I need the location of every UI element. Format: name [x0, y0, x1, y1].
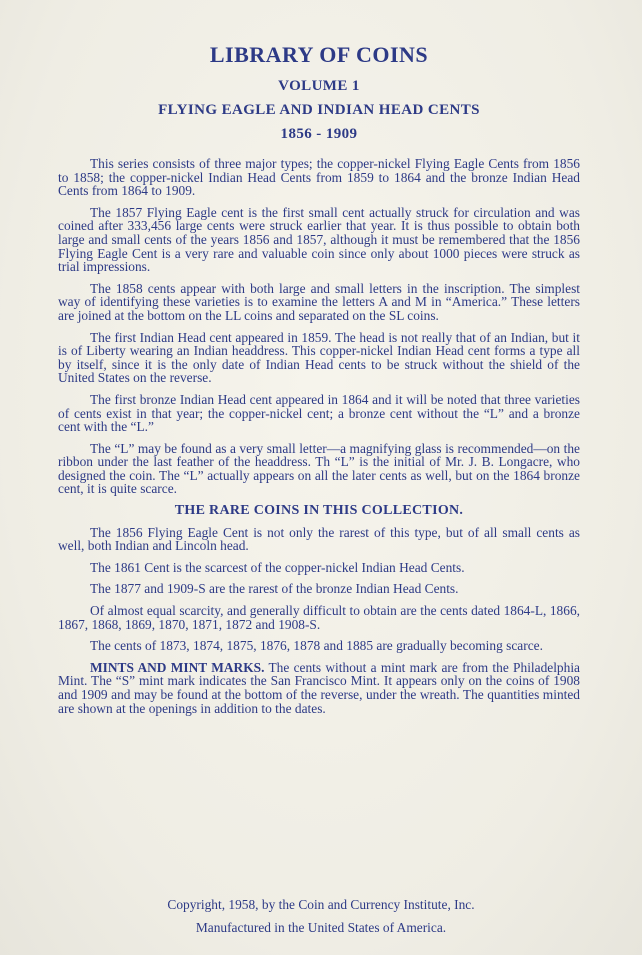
rare-coins-heading: THE RARE COINS IN THIS COLLECTION.: [174, 503, 464, 519]
copyright-line: Copyright, 1958, by the Coin and Currency Institute, Inc.: [167, 897, 475, 912]
body-text: [58, 157, 580, 715]
manufactured-line: Manufactured in the United States of America.: [195, 920, 447, 935]
mints-lead: MINTS AND MINT MARKS.: [90, 659, 265, 675]
page-title: LIBRARY OF COINS: [209, 42, 429, 67]
subject-heading: FLYING EAGLE AND INDIAN HEAD CENTS: [158, 102, 480, 118]
paragraph-series-types: This series consists of three major types; the copper-nickel Flying Eagle Cents from 1856 to 1858; the copper-nickel Indian Head Cents from 1859 to 1864 and the bronze Indian Head Cents from 1864 to 1909.: [58, 156, 580, 199]
mints-text: The cents without a mint mark are from the Philadelphia Mint. The “S” mint mark indicates the San Francisco Mint. It appears only on the coins of 1908 and 1909 and may be found at the bottom of the reverse, under the wreath. The quantities minted are shown at the openings in addition to the dates.: [58, 659, 580, 716]
footer: [0, 893, 642, 939]
paragraph-mints: [58, 661, 580, 715]
paragraph-equal-scarcity: Of almost equal scarcity, and generally difficult to obtain are the cents dated 1864-L, 1866, 1867, 1868, 1869, 1870, 1871, 1872 and 1908-S.: [58, 603, 580, 632]
paragraph-l-initial: The “L” may be found as a very small letter—a magnifying glass is recommended—on the ribbon under the last feather of the headdress. Th “L” is the initial of Mr. J. B. Longacre, who designed the coin. The “L” actually appears on all the later cents as well, but on the 1864 bronze cent, it is quite scarce.: [58, 440, 580, 497]
paragraph-1857-flying-eagle: The 1857 Flying Eagle cent is the first small cent actually struck for circulation and was coined after 333,456 large cents were struck earlier that year. It is thus possible to obtain both large and small cents of the years 1856 and 1857, although it must be remembered that the 1856 Flying Eagle Cent is a very rare and valuable coin since only about 1000 pieces were struck as trial impressions.: [58, 204, 580, 275]
paragraph-first-indian-head: The first Indian Head cent appeared in 1859. The head is not really that of an Indian, but it is of Liberty wearing an Indian headdress. This copper-nickel Indian Head cent forms a type all by itself, since it is the only date of Indian Head cents to be struck without the shield of the United States on the reverse.: [58, 329, 580, 386]
paragraph-first-bronze: The first bronze Indian Head cent appeared in 1864 and it will be noted that three varieties of cents exist in that year; the copper-nickel cent; a bronze cent without the “L” and a bronze cent with the “L.”: [58, 391, 580, 435]
year-range: 1856 - 1909: [280, 126, 358, 142]
paragraph-rare-1856: The 1856 Flying Eagle Cent is not only the rarest of this type, but of all small cents as well, both Indian and Lincoln head.: [58, 524, 580, 554]
volume-label: VOLUME 1: [278, 78, 360, 94]
paragraph-rare-1877-1909s: The 1877 and 1909-S are the rarest of the bronze Indian Head Cents.: [90, 581, 459, 597]
paragraph-rare-1861: The 1861 Cent is the scarcest of the copper-nickel Indian Head Cents.: [90, 559, 465, 575]
paragraph-becoming-scarce: The cents of 1873, 1874, 1875, 1876, 1878 and 1885 are gradually becoming scarce.: [90, 638, 543, 654]
paragraph-1858-letters: The 1858 cents appear with both large and small letters in the inscription. The simplest way of identifying these varieties is to examine the letters A and M in “America.” These letters are joined at the bottom on the LL coins and separated on the SL coins.: [58, 280, 580, 323]
